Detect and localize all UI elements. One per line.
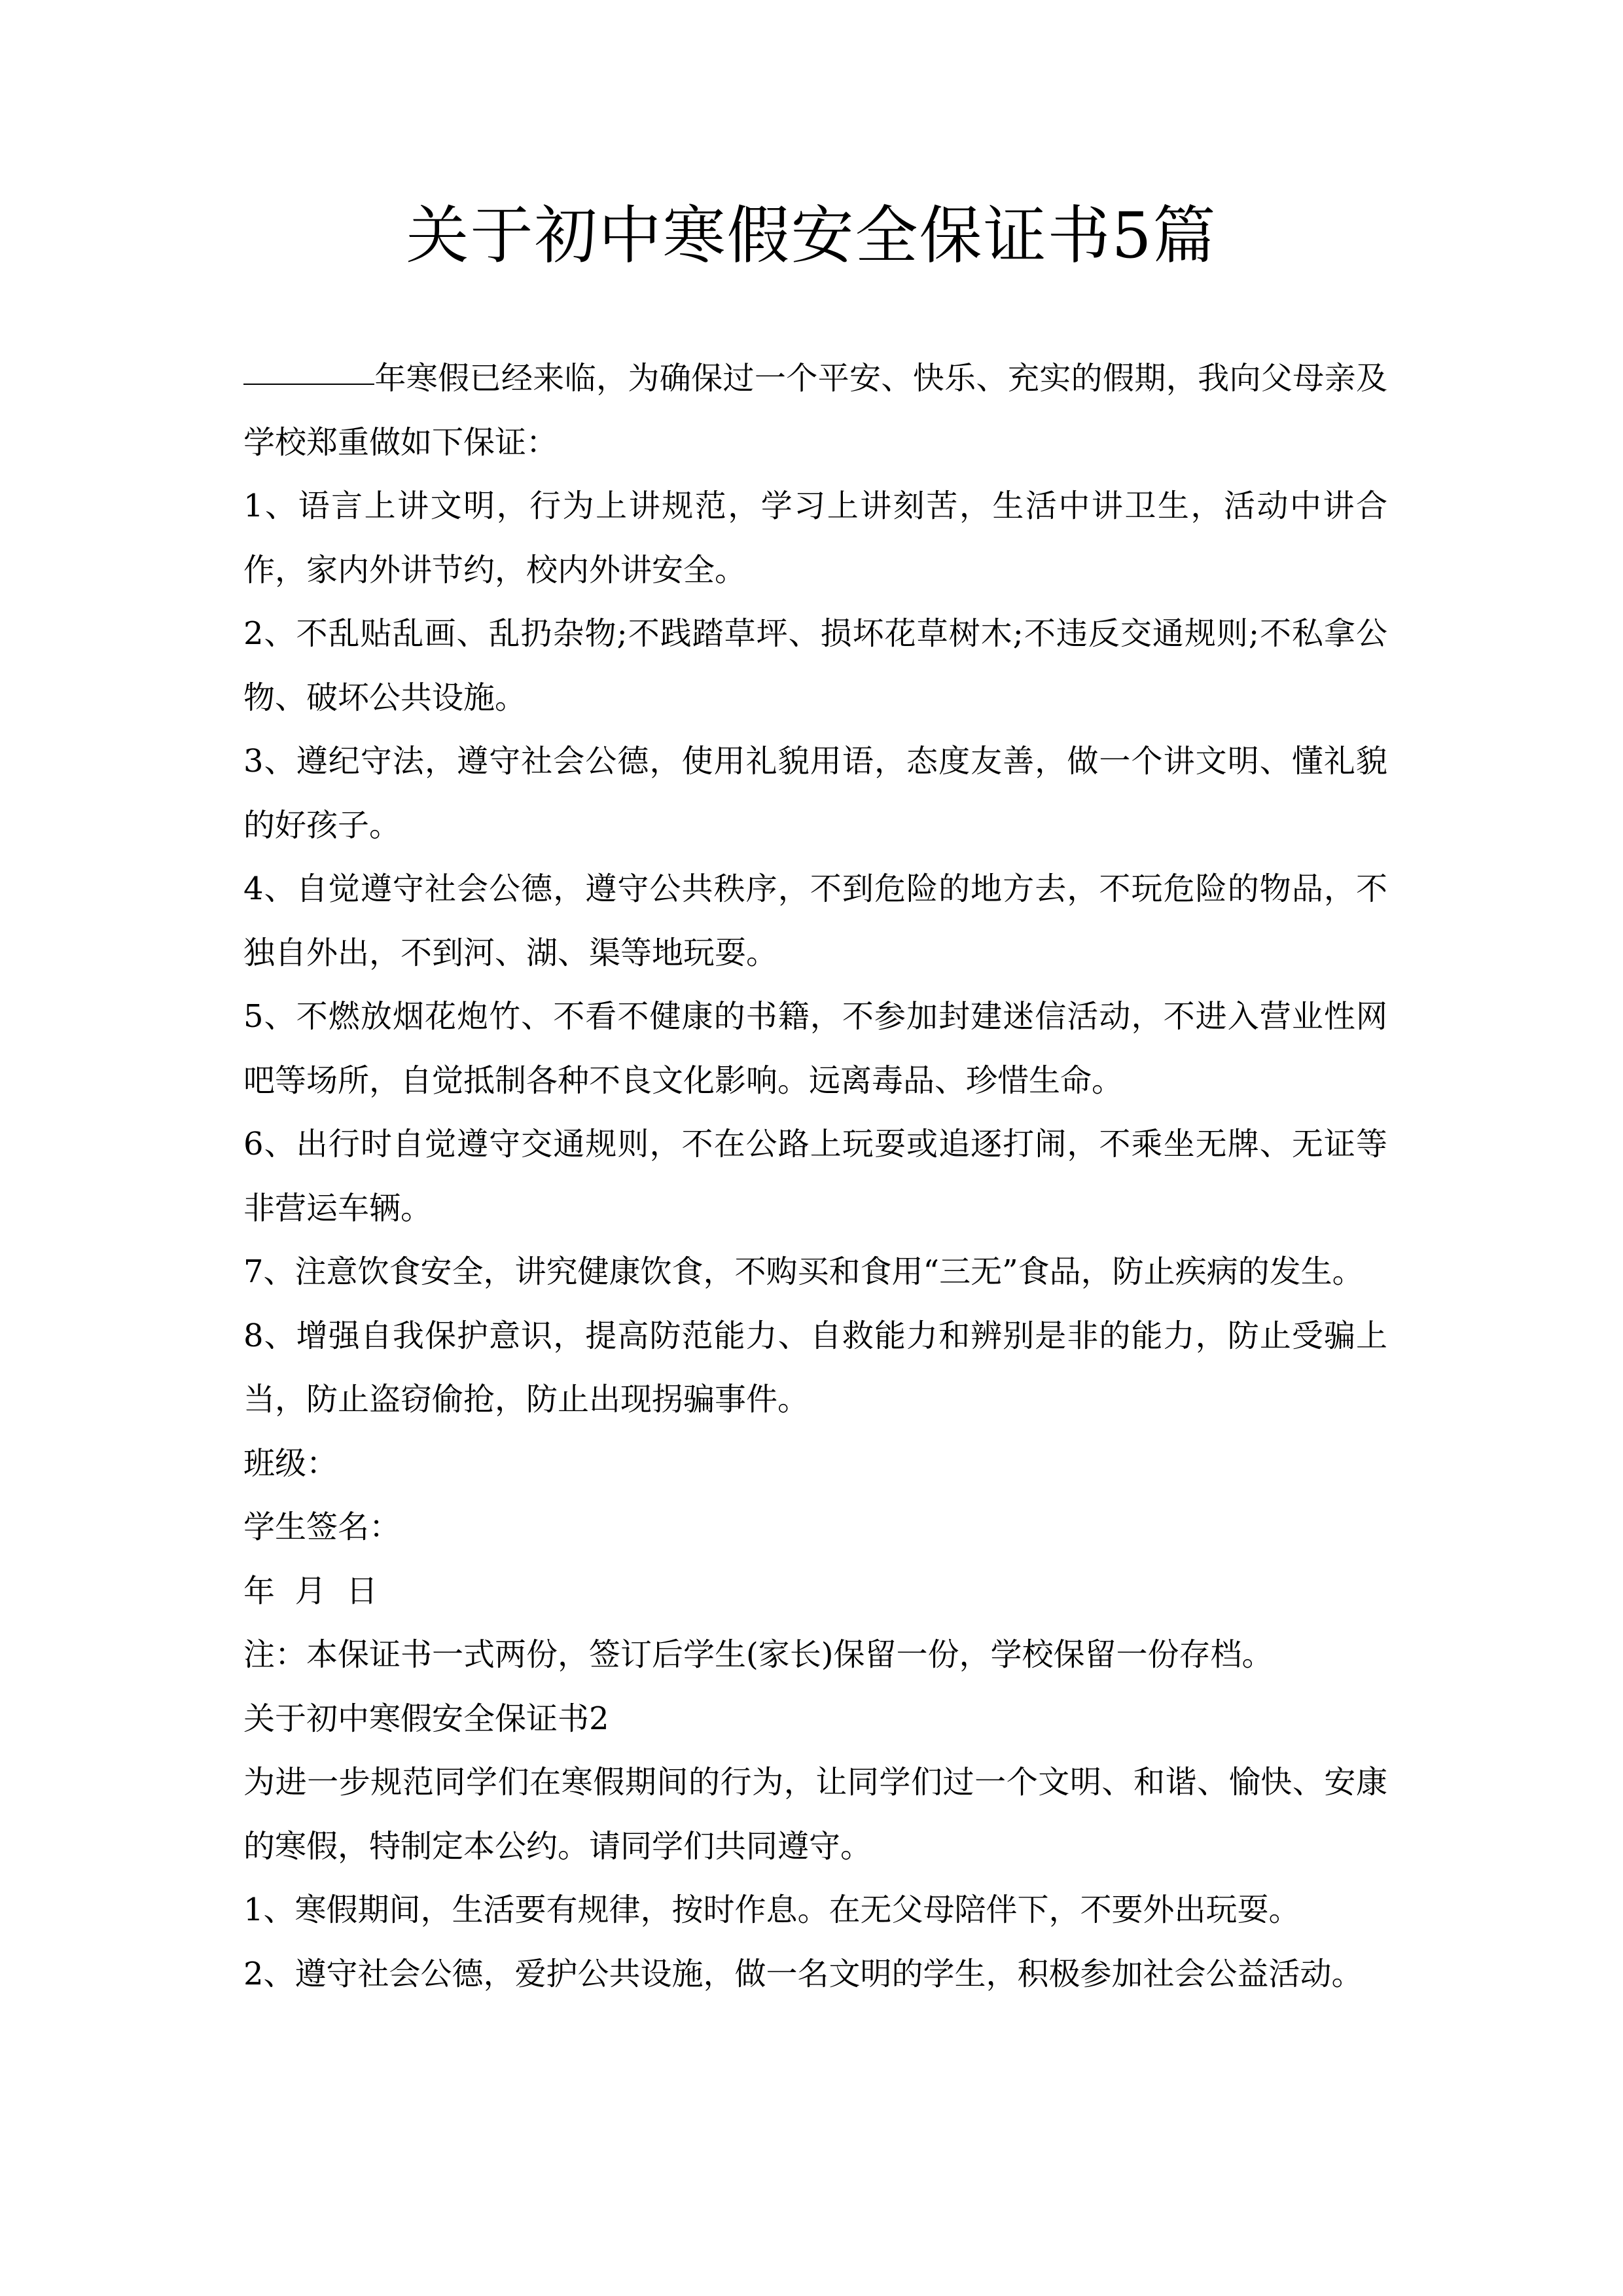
list-item: 6、出行时自觉遵守交通规则，不在公路上玩耍或追逐打闹，不乘坐无牌、无证等非营运车辆。 [243,1126,1387,1227]
intro-paragraph [243,347,1387,475]
list-item: 5、不燃放烟花炮竹、不看不健康的书籍，不参加封建迷信活动，不进入营业性网吧等场所，自觉抵制各种不良文化影响。远离毒品、珍惜生命。 [243,998,1387,1099]
list-item: 7、注意饮食安全，讲究健康饮食，不购买和食用“三无”食品，防止疾病的发生。 [243,1253,1364,1290]
document-title: 关于初中寒假安全保证书5篇 [406,199,1217,272]
list-item: 3、遵纪守法，遵守社会公德，使用礼貌用语，态度友善，做一个讲文明、懂礼貌的好孩子。 [243,743,1387,844]
section2-heading: 关于初中寒假安全保证书2 [243,1700,609,1737]
list-item: 2、遵守社会公德，爱护公共设施，做一名文明的学生，积极参加社会公益活动。 [243,1955,1363,1992]
class-label: 班级： [243,1444,338,1482]
year-blank-line [243,383,374,385]
document-body [243,347,1387,2006]
intro-text: 年寒假已经来临，为确保过一个平安、快乐、充实的假期，我向父母亲及学校郑重做如下保证： [243,360,1387,461]
list-item: 4、自觉遵守社会公德，遵守公共秩序，不到危险的地方去，不玩危险的物品，不独自外出，不到河、湖、渠等地玩耍。 [243,870,1387,971]
note-paragraph: 注：本保证书一式两份，签订后学生(家长)保留一份，学校保留一份存档。 [243,1636,1274,1673]
list-item: 1、寒假期间，生活要有规律，按时作息。在无父母陪伴下，不要外出玩耍。 [243,1892,1300,1928]
student-signature-label: 学生签名： [243,1509,401,1545]
list-item: 1、语言上讲文明，行为上讲规范，学习上讲刻苦，生活中讲卫生，活动中讲合作，家内外讲节约，校内外讲安全。 [243,488,1387,588]
section2-intro: 为进一步规范同学们在寒假期间的行为，让同学们过一个文明、和谐、愉快、安康的寒假，特制定本公约。请同学们共同遵守。 [243,1764,1387,1865]
date-label: 年 月 日 [243,1572,378,1609]
list-item: 8、增强自我保护意识，提高防范能力、自救能力和辨别是非的能力，防止受骗上当，防止盗窃偷抢，防止出现拐骗事件。 [243,1317,1387,1418]
list-item: 2、不乱贴乱画、乱扔杂物;不践踏草坪、损坏花草树木;不违反交通规则;不私拿公物、破坏公共设施。 [243,615,1387,716]
